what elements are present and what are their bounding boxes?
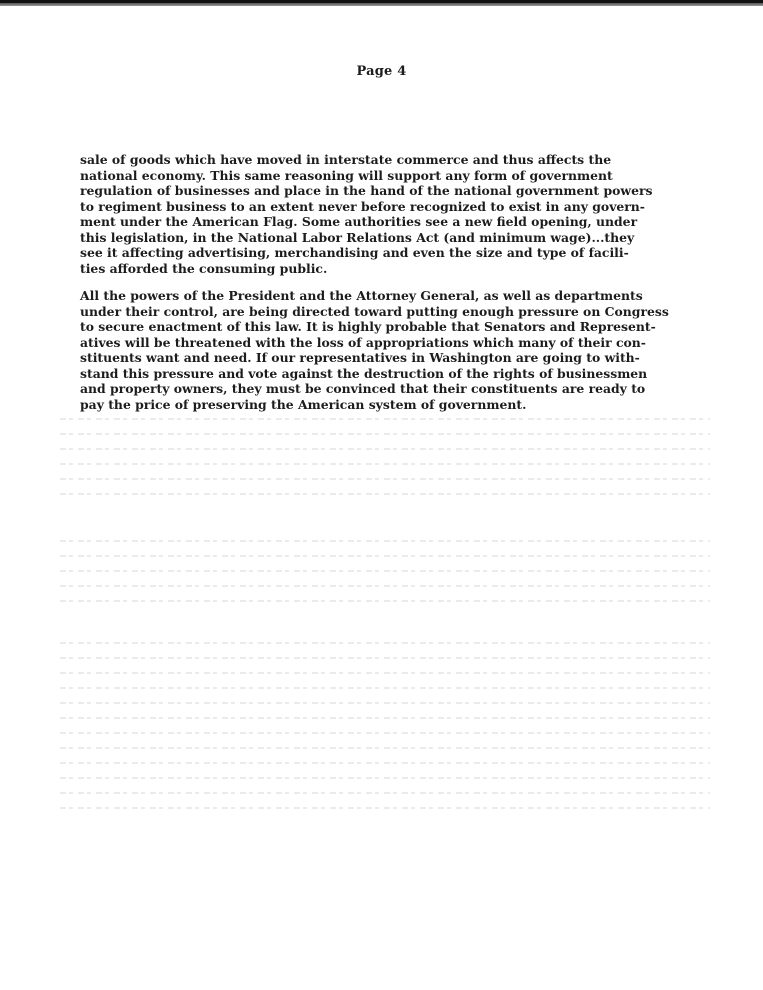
paragraph-line: atives will be threatened with the loss of appropriations which many of their con- <box>80 334 646 350</box>
paragraph-line: national economy. This same reasoning will support any form of government <box>80 167 613 183</box>
paragraph-line: sale of goods which have moved in interstate commerce and thus affects the <box>80 152 612 167</box>
show-through-text-block <box>60 418 710 508</box>
paragraph-line: see it affecting advertising, merchandising and even the size and type of facili- <box>80 245 629 260</box>
paragraph-line: under their control, are being directed toward putting enough pressure on Congress <box>80 303 669 319</box>
show-through-text-block <box>60 642 710 822</box>
paragraph-line: ties afforded the consuming public. <box>80 260 328 276</box>
body-paragraph-1 <box>80 152 712 276</box>
paragraph-line: stand this pressure and vote against the destruction of the rights of businessmen <box>80 365 648 381</box>
paragraph-line: pay the price of preserving the American system of government. <box>80 396 527 412</box>
paragraph-line: and property owners, they must be convinced that their constituents are ready to <box>80 381 646 396</box>
paragraph-line: All the powers of the President and the Attorney General, as well as departments <box>80 288 643 303</box>
page-number: Page 4 <box>356 64 407 79</box>
paragraph-line: to regiment business to an extent never before recognized to exist in any govern- <box>80 198 645 214</box>
paragraph-line: regulation of businesses and place in the hand of the national government powers <box>80 183 653 198</box>
body-paragraph-2 <box>80 288 712 412</box>
show-through-text-block <box>60 540 710 615</box>
paragraph-line: this legislation, in the National Labor Relations Act (and minimum wage)...they <box>80 229 635 245</box>
paragraph-line: to secure enactment of this law. It is highly probable that Senators and Represent- <box>80 319 656 334</box>
page-top-border <box>0 0 763 6</box>
paragraph-line: ment under the American Flag. Some authorities see a new field opening, under <box>80 214 638 229</box>
paragraph-line: stituents want and need. If our representatives in Washington are going to with- <box>80 350 640 365</box>
